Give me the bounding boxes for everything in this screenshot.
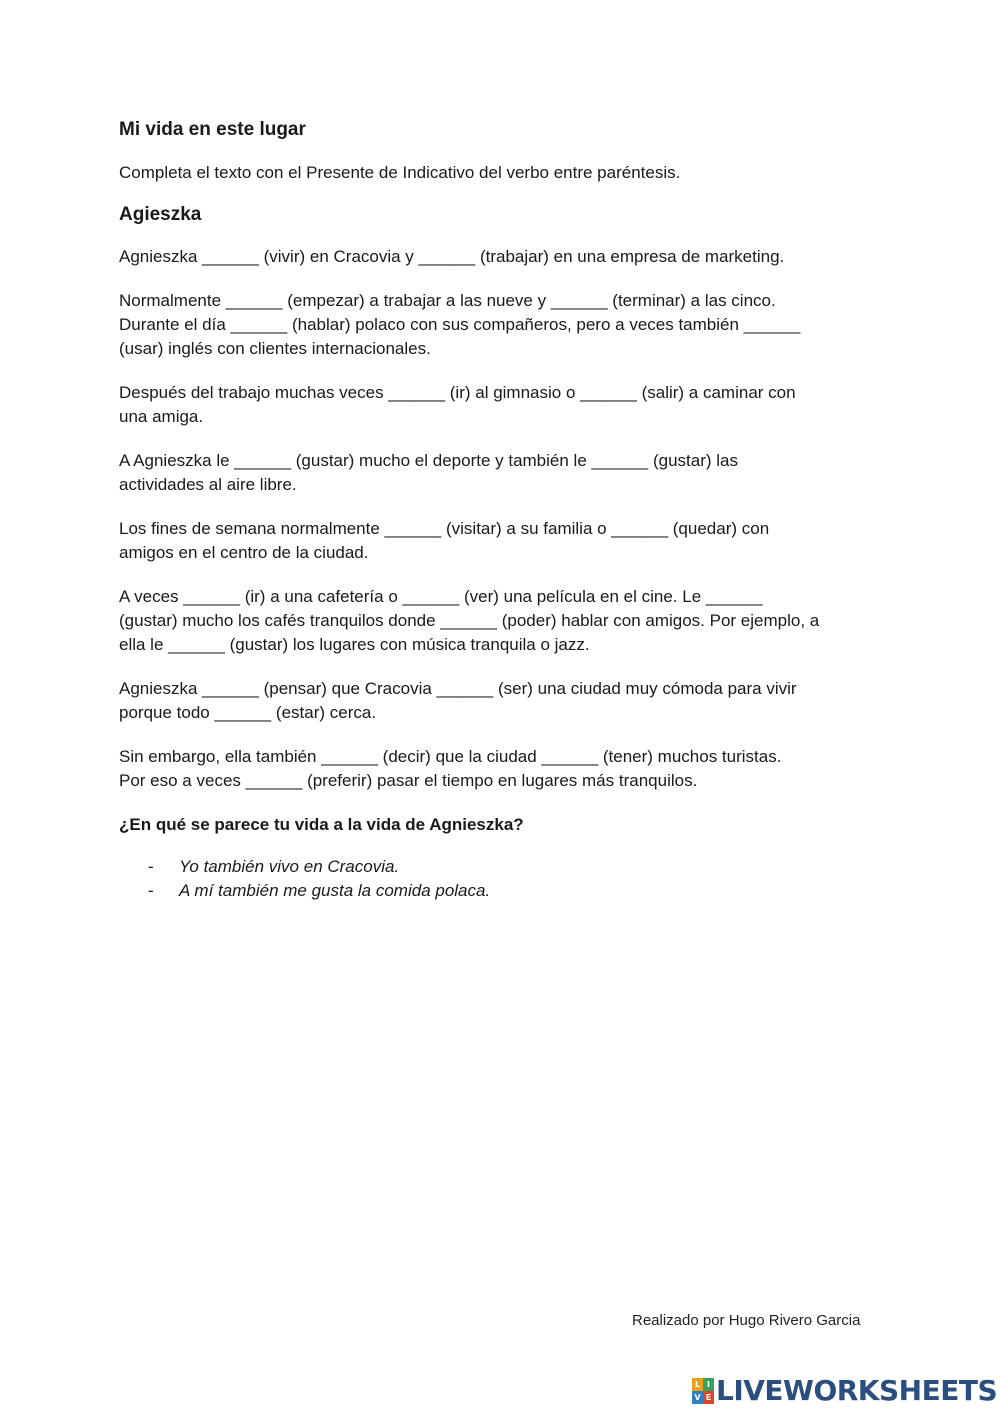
exercise-paragraph <box>119 449 889 497</box>
exercise-paragraph <box>119 381 889 429</box>
list-bullet: - <box>148 881 154 900</box>
paragraph-line: A veces ______ (ir) a una cafetería o ______ (ver) una película en el cine. Le ______ <box>119 587 763 606</box>
logo-letter-tile: L <box>692 1378 703 1391</box>
example-text: Yo también vivo en Cracovia. <box>179 857 400 876</box>
instruction-text: Completa el texto con el Presente de Indicativo del verbo entre paréntesis. <box>119 163 681 182</box>
paragraph-line: amigos en el centro de la ciudad. <box>119 543 369 562</box>
list-bullet: - <box>148 857 154 876</box>
liveworksheets-logo-icon <box>692 1378 714 1404</box>
logo-letter-tile: E <box>703 1391 714 1404</box>
example-list <box>119 855 889 903</box>
paragraph-line: (gustar) mucho los cafés tranquilos donde ______ (poder) hablar con amigos. Por ejemplo, a <box>119 611 820 630</box>
paragraph-line: Después del trabajo muchas veces ______ (ir) al gimnasio o ______ (salir) a caminar con <box>119 383 796 402</box>
paragraph-line: Durante el día ______ (hablar) polaco con sus compañeros, pero a veces también ______ <box>119 315 801 334</box>
logo-letter-tile: V <box>692 1391 703 1404</box>
author-credit: Realizado por Hugo Rivero Garcia <box>632 1312 861 1329</box>
paragraph-line: una amiga. <box>119 407 204 426</box>
exercise-paragraph <box>119 677 889 725</box>
paragraph-line: A Agnieszka le ______ (gustar) mucho el deporte y también le ______ (gustar) las <box>119 451 738 470</box>
exercise-paragraph <box>119 745 889 793</box>
paragraph-line: Agnieszka ______ (pensar) que Cracovia ______ (ser) una ciudad muy cómoda para vivir <box>119 679 797 698</box>
logo-letter-tile: I <box>703 1378 714 1391</box>
name-heading: Agieszka <box>119 204 202 225</box>
liveworksheets-logo <box>692 1374 997 1408</box>
exercise-paragraph <box>119 289 889 361</box>
example-item <box>119 879 889 903</box>
paragraph-line: Por eso a veces ______ (preferir) pasar el tiempo en lugares más tranquilos. <box>119 771 698 790</box>
paragraph-line: actividades al aire libre. <box>119 475 297 494</box>
worksheet-page <box>119 118 889 903</box>
paragraph-line: porque todo ______ (estar) cerca. <box>119 703 377 722</box>
liveworksheets-logo-text: LIVEWORKSHEETS <box>716 1374 998 1407</box>
exercise-paragraph <box>119 517 889 565</box>
paragraph-line: Sin embargo, ella también ______ (decir) que la ciudad ______ (tener) muchos turistas. <box>119 747 782 766</box>
paragraph-line: Agnieszka ______ (vivir) en Cracovia y ______ (trabajar) en una empresa de marketing. <box>119 247 785 266</box>
paragraph-line: ella le ______ (gustar) los lugares con música tranquila o jazz. <box>119 635 590 654</box>
exercise-paragraph <box>119 245 889 269</box>
exercise-paragraphs <box>119 245 889 793</box>
example-item <box>119 855 889 879</box>
paragraph-line: Normalmente ______ (empezar) a trabajar a las nueve y ______ (terminar) a las cinco. <box>119 291 776 310</box>
example-text: A mí también me gusta la comida polaca. <box>179 881 491 900</box>
worksheet-title: Mi vida en este lugar <box>119 119 306 140</box>
reflection-question: ¿En qué se parece tu vida a la vida de Agnieszka? <box>119 815 524 834</box>
paragraph-line: (usar) inglés con clientes internacionales. <box>119 339 431 358</box>
exercise-paragraph <box>119 585 889 657</box>
paragraph-line: Los fines de semana normalmente ______ (visitar) a su familia o ______ (quedar) con <box>119 519 770 538</box>
